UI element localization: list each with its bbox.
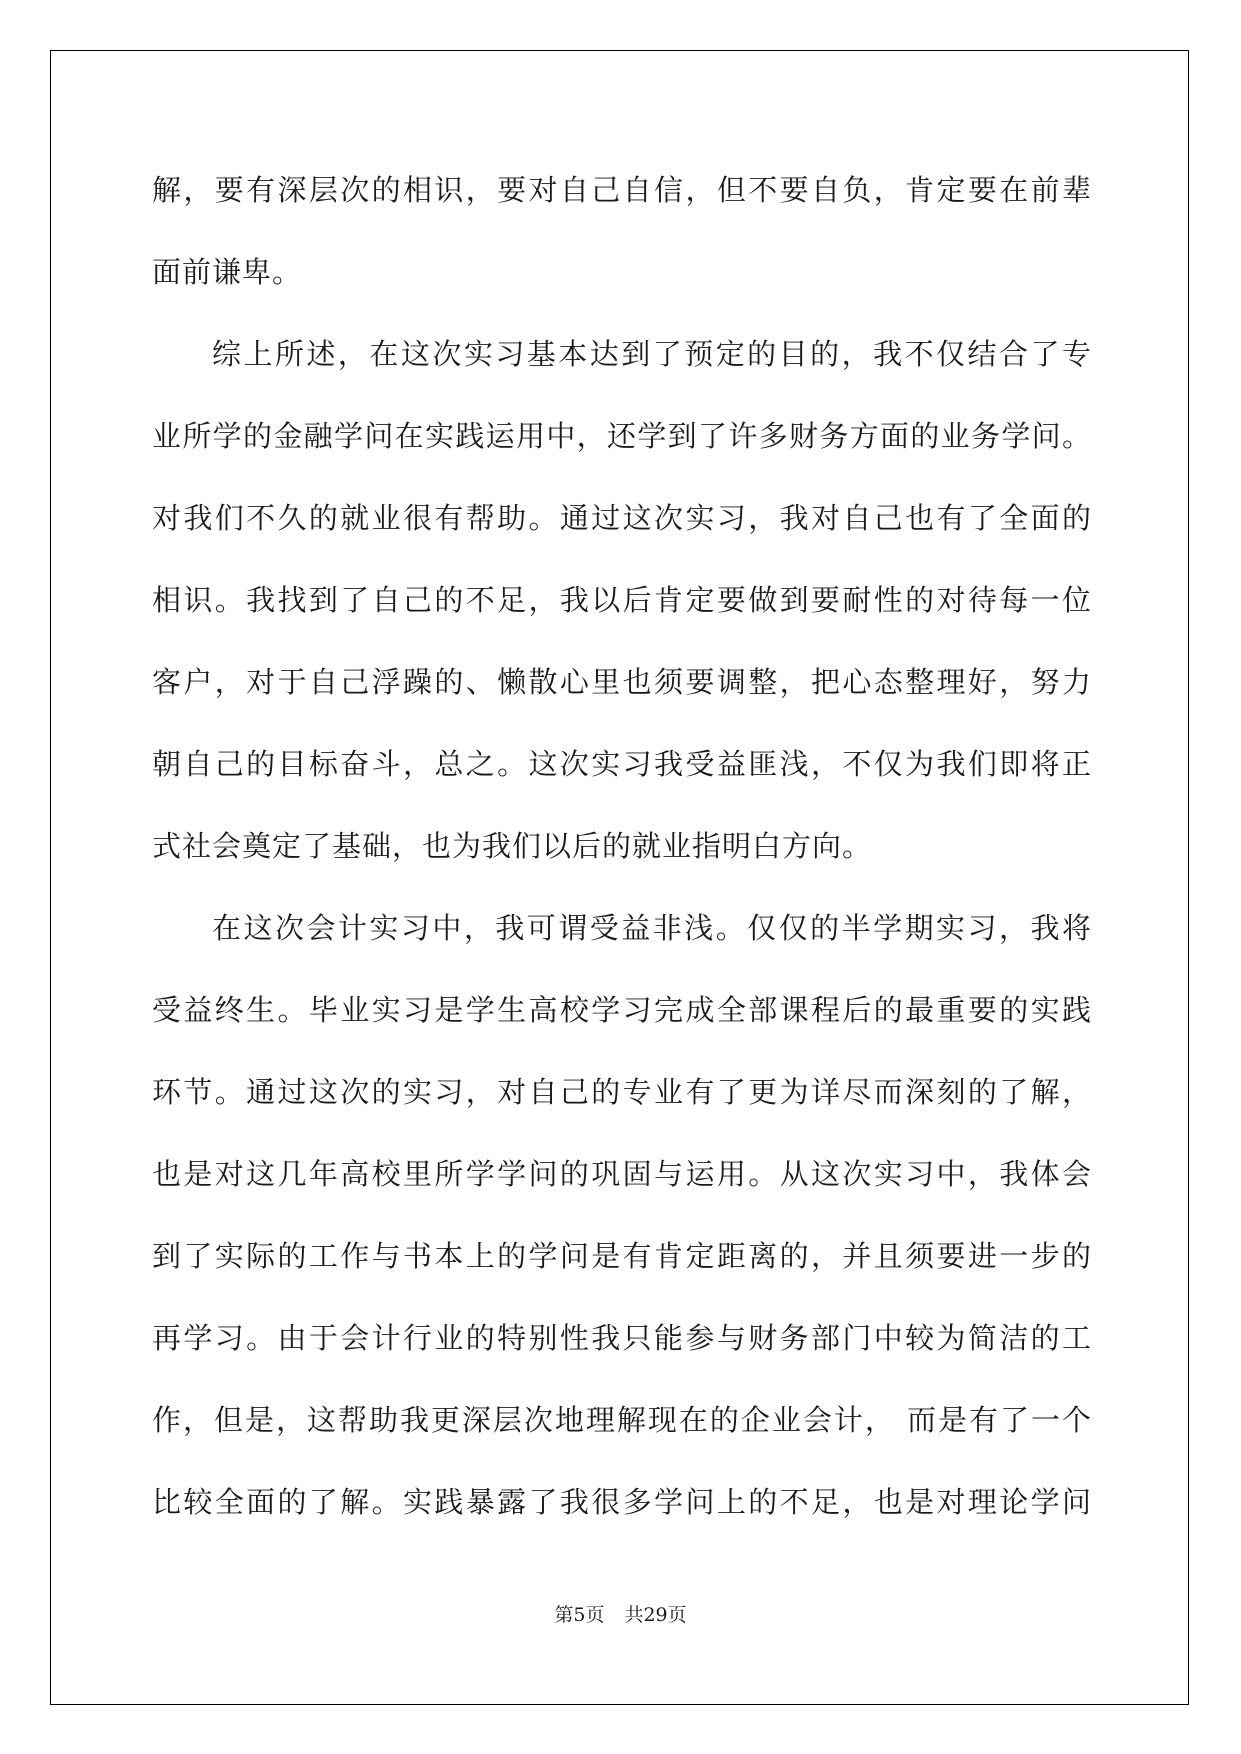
body-line: 对我们不久的就业很有帮助。通过这次实习，我对自己也有了全面的 [152,501,1092,535]
body-line: 综上所述，在这次实习基本达到了预定的目的，我不仅结合了专 [212,337,1092,371]
page-footer [0,1600,1241,1627]
body-line: 受益终生。毕业实习是学生高校学习完成全部课程后的最重要的实践 [152,993,1092,1027]
document-body [152,149,1092,1543]
body-line: 在这次会计实习中，我可谓受益非浅。仅仅的半学期实习，我将 [212,911,1092,945]
body-line: 客户，对于自己浮躁的、懒散心里也须要调整，把心态整理好，努力 [152,665,1092,699]
body-line: 到了实际的工作与书本上的学问是有肯定距离的，并且须要进一步的 [152,1239,1092,1273]
body-line: 再学习。由于会计行业的特别性我只能参与财务部门中较为简洁的工 [152,1321,1092,1355]
body-line: 相识。我找到了自己的不足，我以后肯定要做到要耐性的对待每一位 [152,583,1092,617]
page-total: 共29页 [624,1604,687,1626]
body-line: 面前谦卑。 [152,255,303,289]
body-line: 业所学的金融学问在实践运用中，还学到了许多财务方面的业务学问。 [152,419,1092,453]
body-line: 环节。通过这次的实习，对自己的专业有了更为详尽而深刻的了解， [152,1075,1092,1109]
body-line: 作，但是，这帮助我更深层次地理解现在的企业会计， 而是有了一个 [152,1403,1092,1437]
body-line: 解，要有深层次的相识，要对自己自信，但不要自负，肯定要在前辈 [152,173,1092,207]
body-line: 也是对这几年高校里所学学问的巩固与运用。从这次实习中，我体会 [152,1157,1092,1191]
body-line: 比较全面的了解。实践暴露了我很多学问上的不足，也是对理论学问 [152,1485,1092,1519]
body-line: 式社会奠定了基础，也为我们以后的就业指明白方向。 [152,829,873,863]
body-line: 朝自己的目标奋斗，总之。这次实习我受益匪浅，不仅为我们即将正 [152,747,1092,781]
page-number: 第5页 [554,1604,605,1626]
